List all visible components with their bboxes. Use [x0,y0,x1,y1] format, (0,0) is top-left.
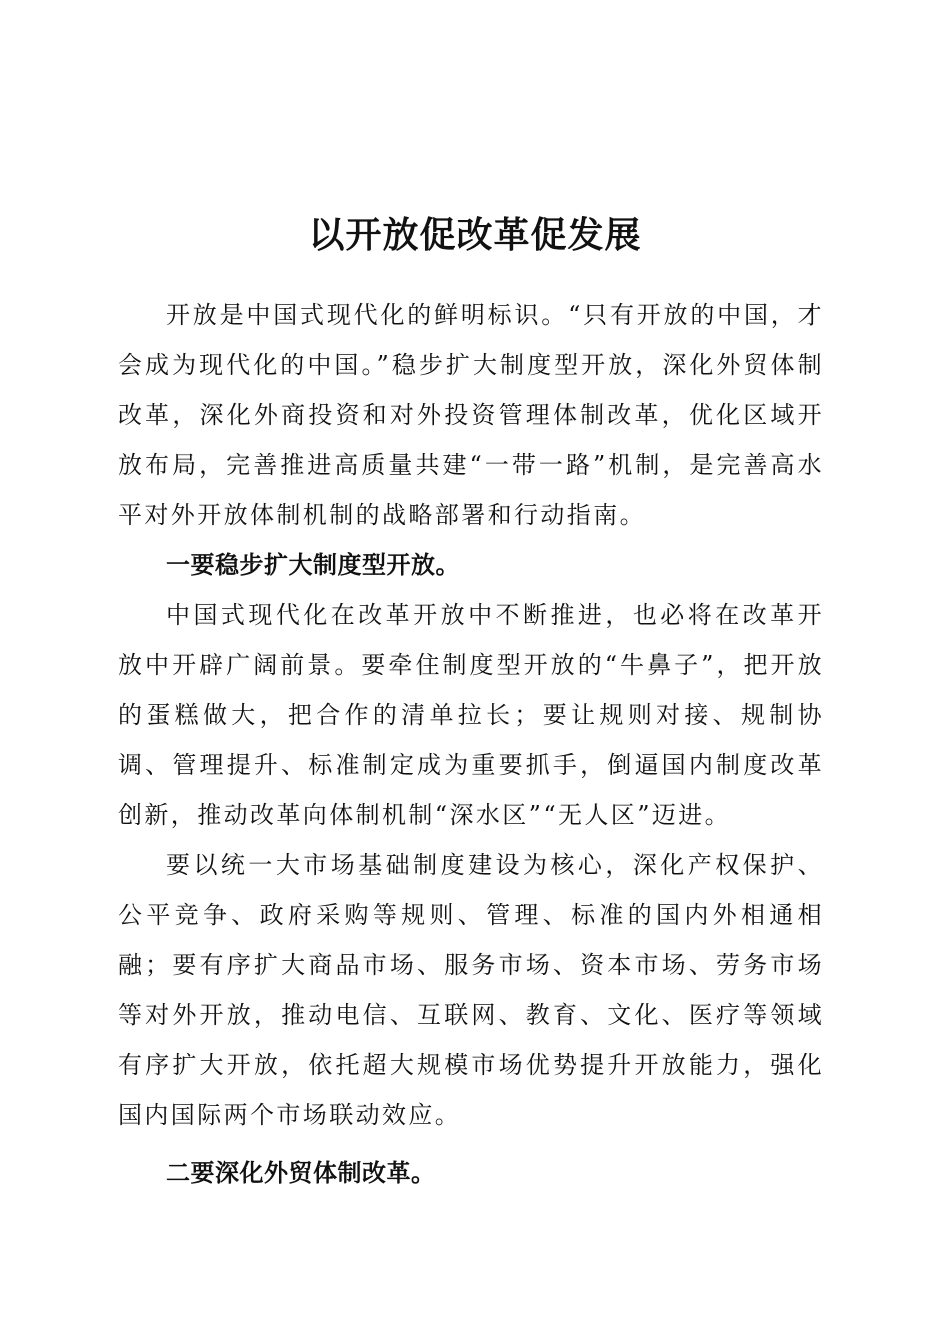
section-heading-1: 一要稳步扩大制度型开放。 [166,551,460,579]
document-title: 以开放促改革促发展 [308,214,642,257]
paragraph-section-1a: 中国式现代化在改革开放中不断推进，也必将在改革开放中开辟广阔前景。要牵住制度型开放的“牛鼻子”，把开放的蛋糕做大，把合作的清单拉长；要让规则对接、规制协调、管理提升、标准制定成为重要抓手，倒逼国内制度改革创新，推动改革向体制机制“深水区”“无人区”迈进。 [118,601,824,829]
paragraph-intro: 开放是中国式现代化的鲜明标识。“只有开放的中国，才会成为现代化的中国。”稳步扩大制度型开放，深化外贸体制改革，深化外商投资和对外投资管理体制改革，优化区域开放布局，完善推进高质量共建“一带一路”机制，是完善高水平对外开放体制机制的战略部署和行动指南。 [118,301,824,529]
document-body [118,290,824,1198]
section-heading-2: 二要深化外贸体制改革。 [166,1159,436,1187]
paragraph-section-1b: 要以统一大市场基础制度建设为核心，深化产权保护、公平竞争、政府采购等规则、管理、标准的国内外相通相融；要有序扩大商品市场、服务市场、资本市场、劳务市场等对外开放，推动电信、互联网、教育、文化、医疗等领域有序扩大开放，依托超大规模市场优势提升开放能力，强化国内国际两个市场联动效应。 [118,851,824,1129]
paragraph-spacer [118,1140,824,1148]
